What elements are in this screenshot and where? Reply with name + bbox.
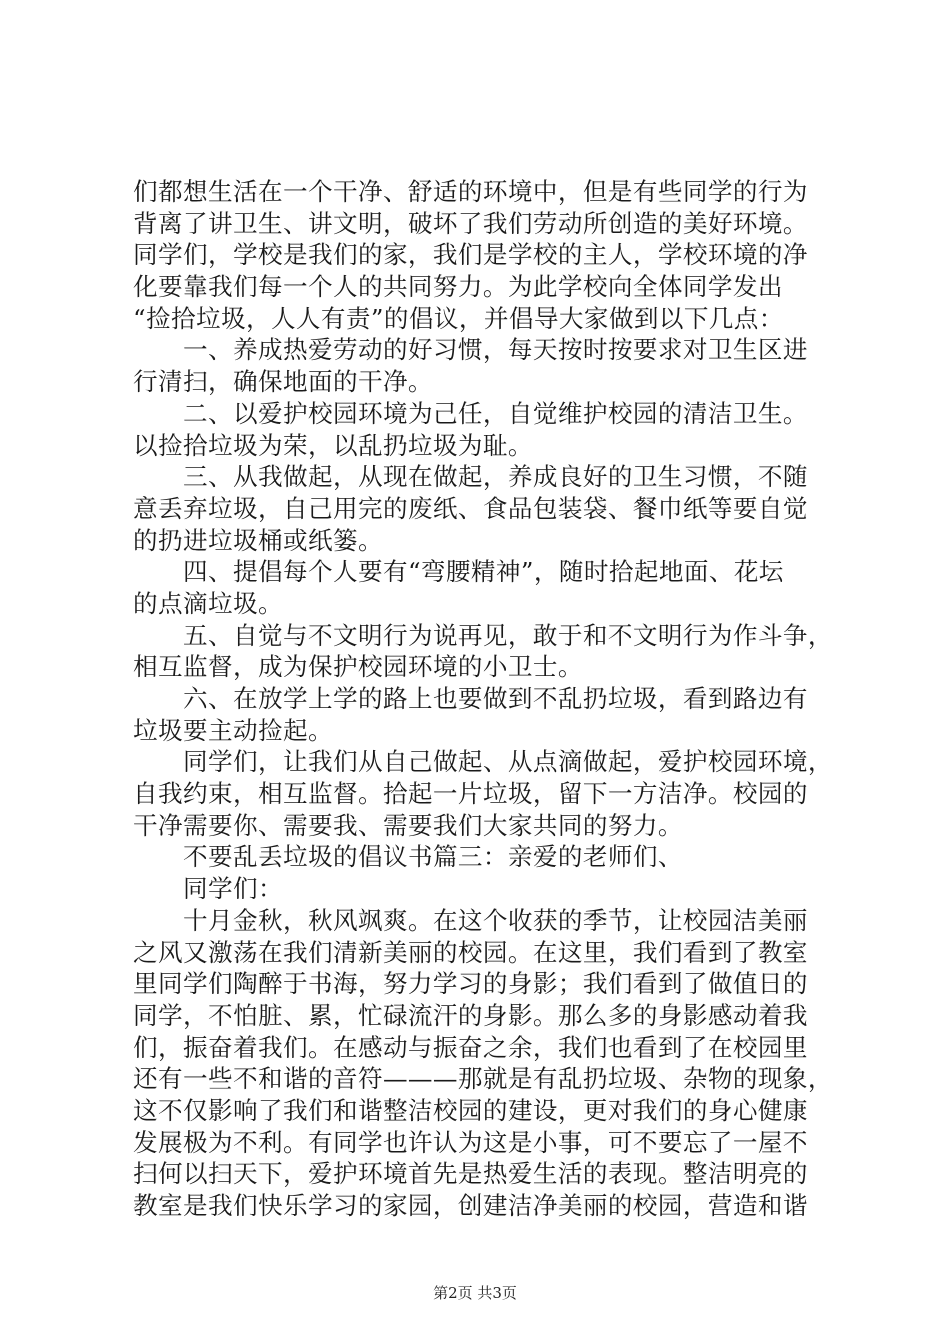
text-line: 干净需要你、需要我、需要我们大家共同的努力。 <box>133 810 683 840</box>
text-line: 三、从我做起，从现在做起，养成良好的卫生习惯，不随 <box>183 462 808 492</box>
text-line: 同学们，学校是我们的家，我们是学校的主人，学校环境的净 <box>133 240 808 270</box>
text-line: 十月金秋，秋风飒爽。在这个收获的季节，让校园洁美丽 <box>183 905 808 935</box>
text-line: 化要靠我们每一个人的共同努力。为此学校向全体同学发出 <box>133 272 783 302</box>
text-line: 教室是我们快乐学习的家园，创建洁净美丽的校园，营造和谐 <box>133 1191 808 1220</box>
text-line: 五、自觉与不文明行为说再见，敢于和不文明行为作斗争， <box>183 620 833 650</box>
text-line: 扫何以扫天下，爱护环境首先是热爱生活的表现。整洁明亮的 <box>133 1159 808 1189</box>
text-line: 自我约束，相互监督。拾起一片垃圾，留下一方洁净。校园的 <box>133 779 808 809</box>
text-line: 以捡拾垃圾为荣，以乱扔垃圾为耻。 <box>133 430 533 460</box>
text-line: 行清扫，确保地面的干净。 <box>133 367 433 397</box>
text-line: 相互监督，成为保护校园环境的小卫士。 <box>133 652 583 682</box>
text-line: 垃圾要主动捡起。 <box>133 715 333 745</box>
text-line: 同学，不怕脏、累，忙碌流汗的身影。那么多的身影感动着我 <box>133 1000 808 1030</box>
text-line: 同学们，让我们从自己做起、从点滴做起，爱护校园环境， <box>183 747 833 777</box>
text-line: 还有一些不和谐的音符———那就是有乱扔垃圾、杂物的现象， <box>133 1064 833 1094</box>
text-line: 们都想生活在一个干净、舒适的环境中，但是有些同学的行为 <box>133 177 808 206</box>
text-line: 四、提倡每个人要有“弯腰精神”，随时拾起地面、花坛 <box>183 557 784 587</box>
text-line: 二、以爱护校园环境为己任，自觉维护校园的清洁卫生。 <box>183 398 808 428</box>
text-line: 们，振奋着我们。在感动与振奋之余，我们也看到了在校园里 <box>133 1032 808 1062</box>
text-line: 的扔进垃圾桶或纸篓。 <box>133 525 383 555</box>
text-line: 意丢弃垃圾，自己用完的废纸、食品包装袋、餐巾纸等要自觉 <box>133 493 808 523</box>
text-line: 这不仅影响了我们和谐整洁校园的建设，更对我们的身心健康 <box>133 1095 808 1125</box>
text-line: 发展极为不利。有同学也许认为这是小事，可不要忘了一屋不 <box>133 1127 808 1157</box>
text-line: 的点滴垃圾。 <box>133 588 283 618</box>
text-line: 不要乱丢垃圾的倡议书篇三：亲爱的老师们、 <box>183 842 683 872</box>
text-line: “捡拾垃圾，人人有责”的倡议，并倡导大家做到以下几点： <box>133 303 784 333</box>
text-line: 背离了讲卫生、讲文明，破坏了我们劳动所创造的美好环境。 <box>133 208 808 238</box>
text-line: 一、养成热爱劳动的好习惯，每天按时按要求对卫生区进 <box>183 335 808 365</box>
text-line: 里同学们陶醉于书海，努力学习的身影；我们看到了做值日的 <box>133 969 808 999</box>
text-line: 六、在放学上学的路上也要做到不乱扔垃圾，看到路边有 <box>183 684 808 713</box>
document-body <box>133 176 833 1222</box>
text-line: 同学们： <box>183 874 283 904</box>
page-footer: 第2页 共3页 <box>433 1284 517 1302</box>
text-line: 之风又激荡在我们清新美丽的校园。在这里，我们看到了教室 <box>133 937 808 967</box>
